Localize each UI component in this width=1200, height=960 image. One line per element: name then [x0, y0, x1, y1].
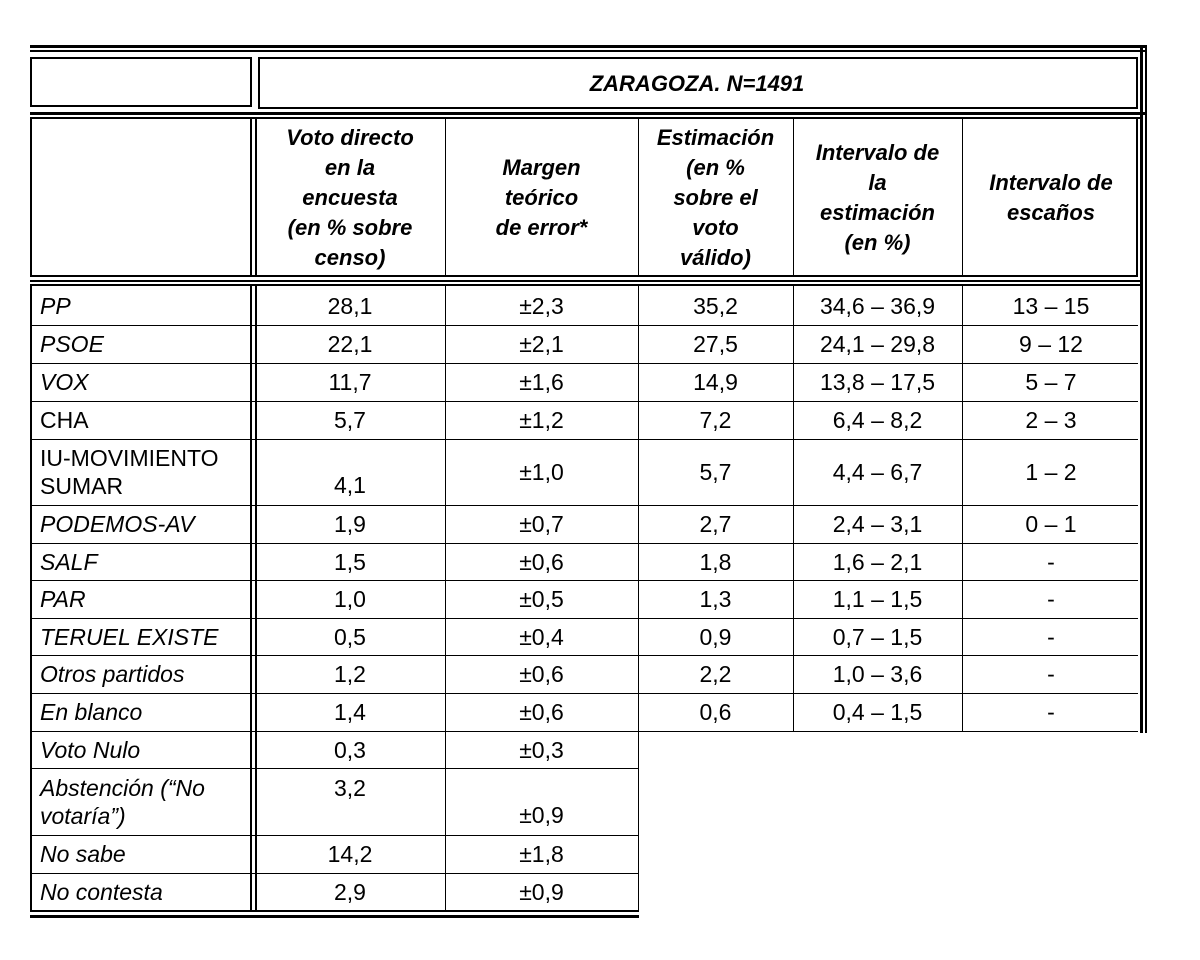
cell-estimacion: 35,2 [693, 293, 738, 319]
grid-line [30, 618, 1138, 619]
grid-line [30, 543, 1138, 544]
cell-estimacion: 2,2 [699, 661, 732, 687]
cell-intervalo: 0,7 – 1,5 [832, 623, 923, 650]
cell-intervalo: 1,1 – 1,5 [832, 586, 923, 612]
grid-line [445, 284, 446, 910]
cell-intervalo: 6,4 – 8,2 [832, 407, 923, 433]
cell-estimacion: 0,6 [699, 699, 732, 725]
column-header: Voto directo en la encuesta (en % sobre censo) [286, 124, 414, 270]
grid-line [1140, 45, 1143, 733]
grid-line [962, 284, 963, 731]
cell-voto: 1,4 [334, 699, 366, 725]
party-name: CHA [40, 407, 89, 433]
cell-escanos: 9 – 12 [1019, 331, 1083, 357]
grid-line [258, 57, 1138, 59]
grid-line [445, 117, 446, 277]
grid-line [30, 284, 1140, 286]
cell-voto: 28,1 [327, 293, 373, 319]
column-header: Estimación (en % sobre el voto válido) [656, 124, 775, 270]
party-name: Otros partidos [40, 661, 185, 687]
cell-estimacion: 2,7 [699, 511, 732, 537]
column-header: Intervalo de la estimación (en %) [815, 139, 940, 255]
party-name: PSOE [40, 331, 104, 357]
grid-line [258, 57, 260, 109]
cell-voto: 14,2 [327, 841, 373, 867]
grid-line [30, 117, 32, 277]
cell-intervalo: 13,8 – 17,5 [819, 369, 936, 395]
party-name: No sabe [40, 841, 126, 867]
cell-voto: 5,7 [334, 407, 366, 433]
cell-estimacion: 14,9 [693, 369, 738, 395]
party-name: IU-MOVIMIENTO SUMAR [40, 445, 219, 499]
grid-line [255, 284, 257, 910]
grid-line [30, 284, 32, 910]
cell-intervalo: 2,4 – 3,1 [832, 511, 923, 537]
column-header: Margen teórico de error* [495, 154, 588, 240]
grid-line [30, 325, 1138, 326]
cell-margen: ±0,4 [519, 623, 564, 650]
grid-line [30, 57, 32, 107]
party-name: En blanco [40, 699, 143, 725]
cell-voto: 0,3 [334, 736, 366, 763]
cell-escanos: 2 – 3 [1025, 407, 1077, 433]
cell-estimacion: 5,7 [699, 459, 732, 485]
cell-intervalo: 1,0 – 3,6 [832, 661, 923, 687]
grid-line [30, 731, 1138, 732]
grid-line [638, 284, 639, 910]
grid-line [30, 401, 1138, 402]
cell-voto: 2,9 [334, 878, 366, 905]
cell-margen: ±0,5 [519, 586, 564, 612]
cell-estimacion: 1,3 [699, 586, 732, 612]
cell-escanos: - [1047, 623, 1055, 650]
grid-line [250, 284, 252, 910]
grid-line [258, 107, 1138, 109]
cell-voto: 1,9 [334, 511, 366, 537]
grid-line [30, 768, 638, 769]
grid-line [962, 117, 963, 277]
cell-margen: ±0,6 [519, 661, 564, 687]
cell-intervalo: 34,6 – 36,9 [819, 293, 936, 319]
grid-line [255, 117, 257, 277]
party-name: PODEMOS-AV [40, 511, 195, 537]
cell-voto: 3,2 [334, 775, 366, 801]
cell-margen: ±1,0 [519, 459, 564, 485]
cell-margen: ±0,7 [519, 511, 564, 537]
cell-margen: ±0,9 [519, 878, 564, 905]
grid-line [30, 57, 252, 59]
cell-intervalo: 0,4 – 1,5 [832, 699, 923, 725]
grid-line [1136, 57, 1138, 109]
cell-margen: ±0,6 [519, 548, 564, 575]
cell-voto: 22,1 [327, 331, 373, 357]
cell-intervalo: 1,6 – 2,1 [832, 548, 923, 575]
grid-line [30, 915, 639, 918]
grid-line [30, 280, 1140, 282]
grid-line [250, 117, 252, 277]
cell-estimacion: 1,8 [699, 548, 732, 575]
grid-line [1136, 117, 1138, 277]
party-name: SALF [40, 548, 98, 575]
cell-margen: ±2,3 [519, 293, 564, 319]
cell-escanos: - [1047, 699, 1055, 725]
cell-voto: 4,1 [334, 472, 366, 498]
party-name: Voto Nulo [40, 736, 141, 763]
cell-margen: ±2,1 [519, 331, 564, 357]
grid-line [30, 655, 1138, 656]
grid-line [30, 105, 252, 107]
grid-line [30, 45, 1146, 48]
cell-escanos: 13 – 15 [1012, 293, 1090, 319]
cell-estimacion: 7,2 [699, 407, 732, 433]
grid-line [30, 439, 1138, 440]
cell-margen: ±0,3 [519, 736, 564, 763]
grid-line [30, 693, 1138, 694]
party-name: No contesta [40, 878, 163, 905]
cell-escanos: - [1047, 586, 1055, 612]
party-name: PAR [40, 586, 86, 612]
party-name: VOX [40, 369, 89, 395]
cell-voto: 1,2 [334, 661, 366, 687]
cell-margen: ±0,6 [519, 699, 564, 725]
grid-line [30, 835, 638, 836]
cell-escanos: - [1047, 661, 1055, 687]
cell-escanos: 1 – 2 [1025, 459, 1077, 485]
party-name: TERUEL EXISTE [40, 623, 219, 650]
grid-line [30, 50, 1146, 52]
grid-line [793, 117, 794, 277]
grid-line [30, 580, 1138, 581]
grid-line [30, 505, 1138, 506]
cell-escanos: - [1047, 548, 1055, 575]
cell-voto: 1,5 [334, 548, 366, 575]
grid-line [1145, 45, 1147, 733]
grid-line [30, 910, 639, 912]
cell-intervalo: 24,1 – 29,8 [819, 331, 936, 357]
cell-estimacion: 27,5 [693, 331, 738, 357]
column-header: Intervalo de escaños [989, 169, 1113, 225]
cell-margen: ±0,9 [519, 802, 564, 828]
grid-line [30, 117, 1140, 119]
cell-margen: ±1,8 [519, 841, 564, 867]
grid-line [30, 363, 1138, 364]
cell-estimacion: 0,9 [699, 623, 732, 650]
cell-margen: ±1,2 [519, 407, 564, 433]
cell-intervalo: 4,4 – 6,7 [832, 459, 923, 485]
party-name: Abstención (“No votaría”) [40, 774, 205, 829]
grid-line [638, 117, 639, 277]
grid-line [30, 275, 1138, 277]
table-title: ZARAGOZA. N=1491 [589, 71, 805, 96]
grid-line [30, 112, 1146, 115]
cell-margen: ±1,6 [519, 369, 564, 395]
cell-voto: 0,5 [334, 623, 366, 650]
grid-line [250, 57, 252, 107]
grid-line [793, 284, 794, 731]
cell-escanos: 5 – 7 [1025, 369, 1077, 395]
party-name: PP [40, 293, 71, 319]
cell-escanos: 0 – 1 [1025, 511, 1077, 537]
cell-voto: 1,0 [334, 586, 366, 612]
cell-voto: 11,7 [328, 369, 372, 395]
grid-line [30, 873, 638, 874]
